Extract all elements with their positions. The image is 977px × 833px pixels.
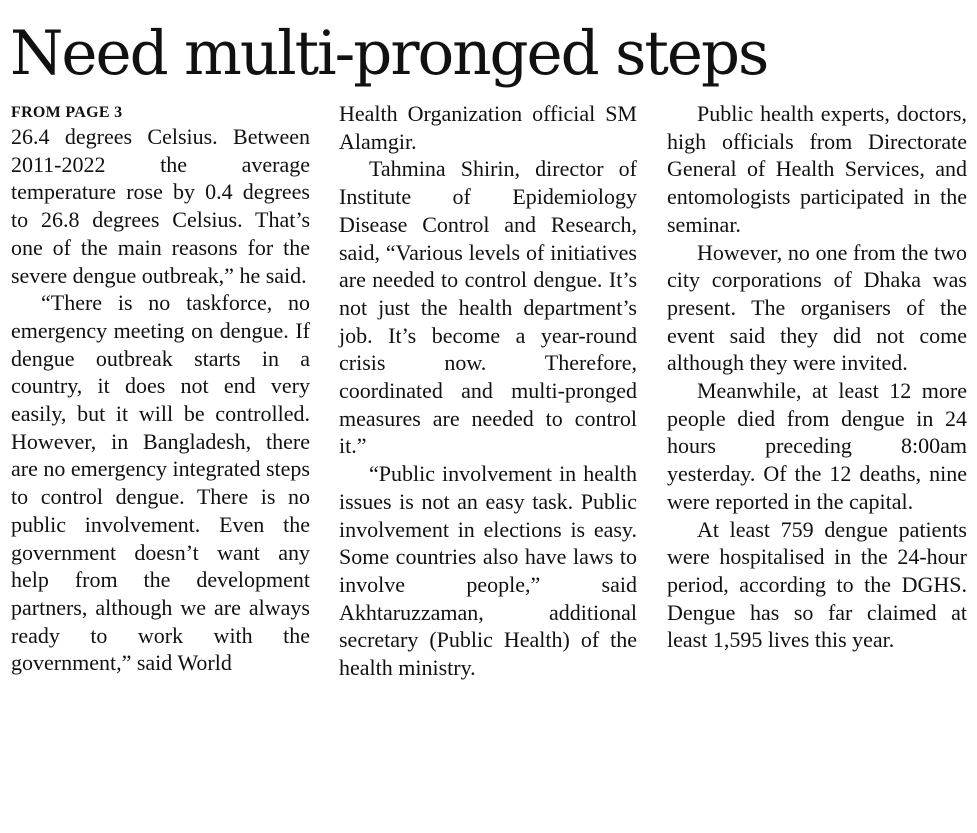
article-column-2 bbox=[339, 100, 637, 682]
paragraph: 26.4 degrees Celsius. Between 2011-2022 the average temperature rose by 0.4 degrees to 26.8 degrees Celsius. That’s one of the main reasons for the severe dengue outbreak,” he said. bbox=[11, 124, 310, 288]
paragraph: At least 759 dengue patients were hospitalised in the 24-hour period, according to the DGHS. Dengue has so far claimed at least 1,595 lives this year. bbox=[667, 516, 967, 653]
article-column-3 bbox=[667, 100, 967, 654]
continued-from-label: FROM PAGE 3 bbox=[11, 104, 123, 121]
paragraph: Tahmina Shirin, director of Institute of Epidemiology Disease Control and Research, said, “Various levels of initiatives are needed to control dengue. It’s not just the health department’s job. It’s become a year-round crisis now. Therefore, coordinated and multi-pronged measures are needed to control it.” bbox=[339, 156, 637, 459]
article-column-1 bbox=[11, 100, 310, 677]
paragraph: “There is no taskforce, no emergency meeting on dengue. If dengue outbreak starts in a country, it does not end very easily, but it will be controlled. However, in Bangladesh, there are no emergency integrated steps to control dengue. There is no public involvement. Even the government doesn’t want any help from the development partners, although we are always ready to work with the government,” said World bbox=[11, 290, 310, 676]
paragraph: Health Organization official SM Alamgir. bbox=[339, 101, 637, 154]
paragraph: However, no one from the two city corporations of Dhaka was present. The organisers of the event said they did not come although they were invited. bbox=[667, 239, 967, 376]
paragraph: Public health experts, doctors, high officials from Directorate General of Health Services, and entomologists participated in the seminar. bbox=[667, 101, 967, 237]
paragraph: Meanwhile, at least 12 more people died from dengue in 24 hours preceding 8:00am yesterday. Of the 12 deaths, nine were reported in the capital. bbox=[667, 378, 967, 514]
paragraph: “Public involvement in health issues is not an easy task. Public involvement in elections is easy. Some countries also have laws to involve people,” said Akhtaruzzaman, additional secretary (Public Health) of the health ministry. bbox=[339, 461, 637, 681]
headline: Need multi-pronged steps bbox=[10, 18, 768, 89]
